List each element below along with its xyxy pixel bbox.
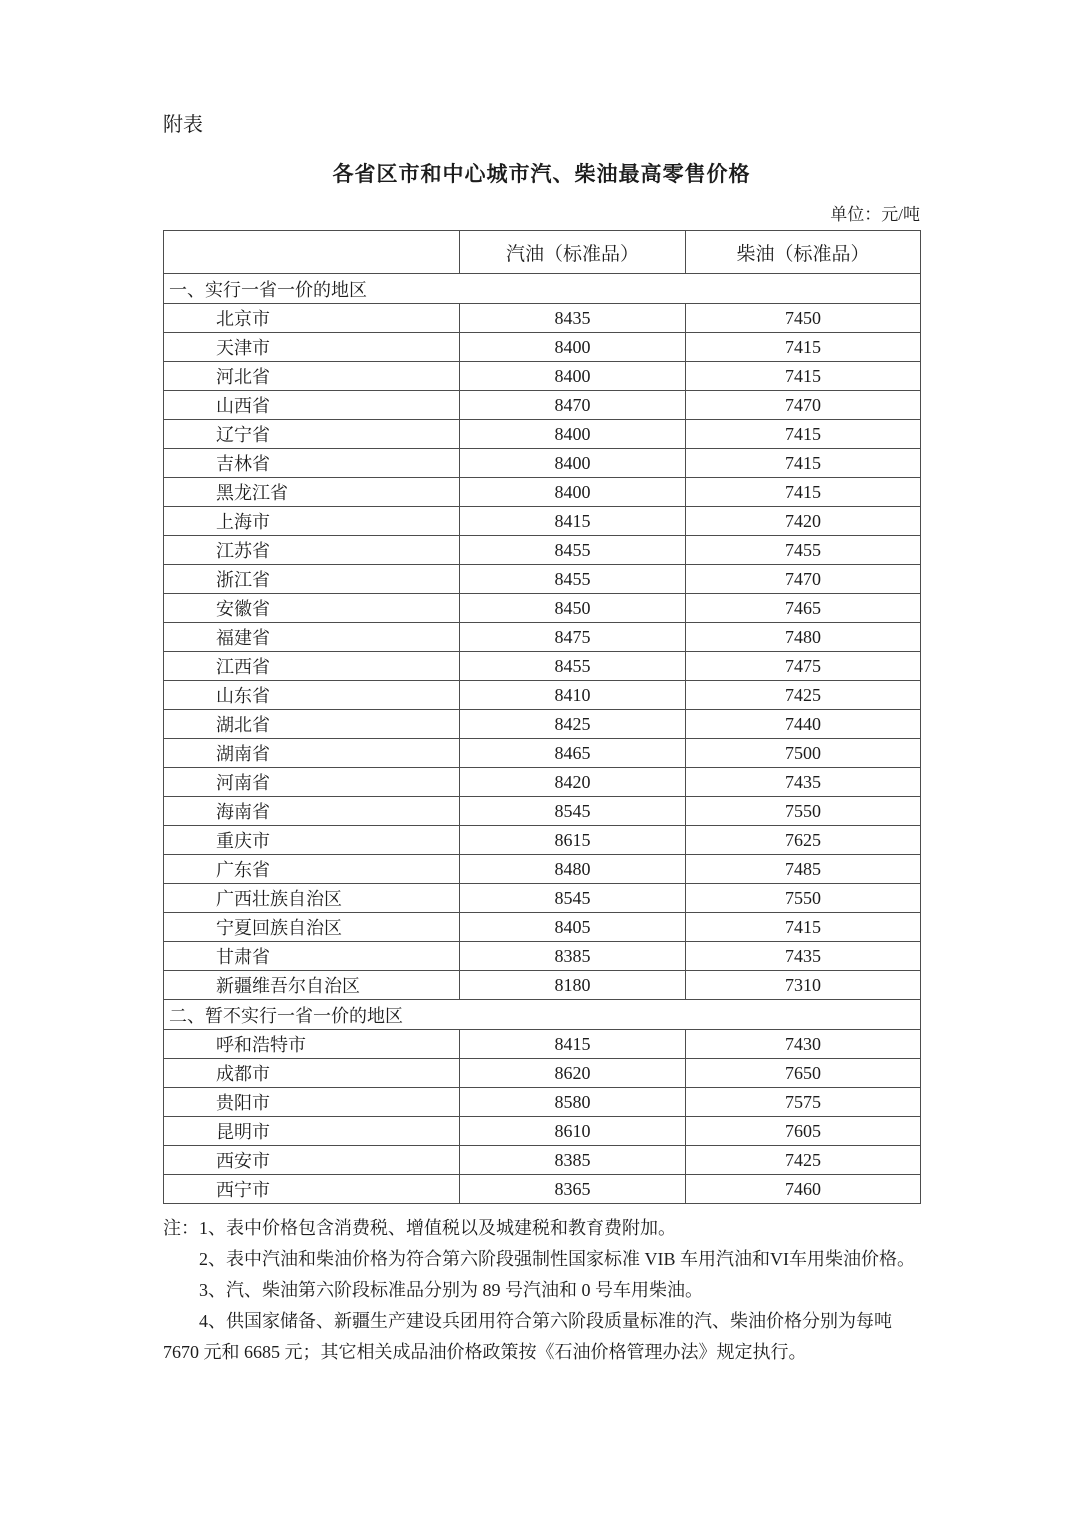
region-cell: 天津市 <box>164 333 460 362</box>
gasoline-price-cell: 8400 <box>460 333 686 362</box>
appendix-label: 附表 <box>163 114 203 136</box>
gasoline-price-cell: 8610 <box>460 1117 686 1146</box>
price-table <box>163 230 921 1204</box>
diesel-price-cell: 7450 <box>686 304 921 333</box>
region-cell: 河北省 <box>164 362 460 391</box>
price-row <box>164 739 921 768</box>
gasoline-price-cell: 8475 <box>460 623 686 652</box>
diesel-price-cell: 7430 <box>686 1030 921 1059</box>
section-header-row <box>164 1000 921 1030</box>
price-table-body <box>164 274 921 1204</box>
price-row <box>164 1059 921 1088</box>
price-row <box>164 884 921 913</box>
section-header-row <box>164 274 921 304</box>
diesel-price-cell: 7415 <box>686 449 921 478</box>
header-gasoline-cell: 汽油（标准品） <box>460 231 686 274</box>
gasoline-price-cell: 8365 <box>460 1175 686 1204</box>
notes-block <box>163 1213 920 1368</box>
region-cell: 湖南省 <box>164 739 460 768</box>
gasoline-price-cell: 8425 <box>460 710 686 739</box>
price-row <box>164 391 921 420</box>
diesel-price-cell: 7415 <box>686 913 921 942</box>
region-cell: 浙江省 <box>164 565 460 594</box>
diesel-price-cell: 7650 <box>686 1059 921 1088</box>
gasoline-price-cell: 8180 <box>460 971 686 1000</box>
price-row <box>164 1175 921 1204</box>
diesel-price-cell: 7500 <box>686 739 921 768</box>
region-cell: 西安市 <box>164 1146 460 1175</box>
price-row <box>164 652 921 681</box>
price-row <box>164 1146 921 1175</box>
gasoline-price-cell: 8415 <box>460 1030 686 1059</box>
gasoline-price-cell: 8400 <box>460 449 686 478</box>
region-cell: 江苏省 <box>164 536 460 565</box>
region-cell: 海南省 <box>164 797 460 826</box>
price-row <box>164 681 921 710</box>
price-row <box>164 913 921 942</box>
region-cell: 湖北省 <box>164 710 460 739</box>
note-line: 4、供国家储备、新疆生产建设兵团用符合第六阶段质量标准的汽、柴油价格分别为每吨 7670 元和 6685 元；其它相关成品油价格政策按《石油价格管理办法》规定执行。 <box>163 1311 892 1362</box>
diesel-price-cell: 7575 <box>686 1088 921 1117</box>
header-region-cell <box>164 231 460 274</box>
price-row <box>164 304 921 333</box>
gasoline-price-cell: 8400 <box>460 362 686 391</box>
price-row <box>164 855 921 884</box>
diesel-price-cell: 7470 <box>686 565 921 594</box>
unit-label: 单位：元/吨 <box>830 205 920 224</box>
gasoline-price-cell: 8480 <box>460 855 686 884</box>
region-cell: 吉林省 <box>164 449 460 478</box>
region-cell: 成都市 <box>164 1059 460 1088</box>
region-cell: 广东省 <box>164 855 460 884</box>
price-row <box>164 768 921 797</box>
gasoline-price-cell: 8450 <box>460 594 686 623</box>
gasoline-price-cell: 8615 <box>460 826 686 855</box>
diesel-price-cell: 7550 <box>686 797 921 826</box>
gasoline-price-cell: 8455 <box>460 536 686 565</box>
note-line: 3、汽、柴油第六阶段标准品分别为 89 号汽油和 0 号车用柴油。 <box>199 1280 703 1300</box>
region-cell: 山西省 <box>164 391 460 420</box>
price-row <box>164 420 921 449</box>
region-cell: 安徽省 <box>164 594 460 623</box>
gasoline-price-cell: 8620 <box>460 1059 686 1088</box>
diesel-price-cell: 7435 <box>686 768 921 797</box>
diesel-price-cell: 7605 <box>686 1117 921 1146</box>
region-cell: 福建省 <box>164 623 460 652</box>
gasoline-price-cell: 8385 <box>460 1146 686 1175</box>
region-cell: 黑龙江省 <box>164 478 460 507</box>
region-cell: 新疆维吾尔自治区 <box>164 971 460 1000</box>
gasoline-price-cell: 8385 <box>460 942 686 971</box>
section-header-cell: 二、暂不实行一省一价的地区 <box>164 1000 921 1030</box>
price-row <box>164 594 921 623</box>
diesel-price-cell: 7460 <box>686 1175 921 1204</box>
region-cell: 山东省 <box>164 681 460 710</box>
price-row <box>164 1088 921 1117</box>
gasoline-price-cell: 8410 <box>460 681 686 710</box>
diesel-price-cell: 7415 <box>686 362 921 391</box>
diesel-price-cell: 7425 <box>686 681 921 710</box>
gasoline-price-cell: 8415 <box>460 507 686 536</box>
gasoline-price-cell: 8455 <box>460 652 686 681</box>
price-table-header <box>164 231 921 274</box>
gasoline-price-cell: 8545 <box>460 797 686 826</box>
gasoline-price-cell: 8465 <box>460 739 686 768</box>
gasoline-price-cell: 8435 <box>460 304 686 333</box>
diesel-price-cell: 7415 <box>686 333 921 362</box>
region-cell: 上海市 <box>164 507 460 536</box>
region-cell: 河南省 <box>164 768 460 797</box>
region-cell: 昆明市 <box>164 1117 460 1146</box>
price-row <box>164 710 921 739</box>
page-title: 各省区市和中心城市汽、柴油最高零售价格 <box>332 163 751 186</box>
gasoline-price-cell: 8400 <box>460 478 686 507</box>
region-cell: 重庆市 <box>164 826 460 855</box>
price-row <box>164 565 921 594</box>
document-page <box>163 112 920 1368</box>
gasoline-price-cell: 8545 <box>460 884 686 913</box>
price-row <box>164 971 921 1000</box>
price-row <box>164 623 921 652</box>
diesel-price-cell: 7480 <box>686 623 921 652</box>
gasoline-price-cell: 8580 <box>460 1088 686 1117</box>
region-cell: 北京市 <box>164 304 460 333</box>
region-cell: 西宁市 <box>164 1175 460 1204</box>
diesel-price-cell: 7435 <box>686 942 921 971</box>
diesel-price-cell: 7425 <box>686 1146 921 1175</box>
gasoline-price-cell: 8455 <box>460 565 686 594</box>
diesel-price-cell: 7420 <box>686 507 921 536</box>
price-row <box>164 1030 921 1059</box>
gasoline-price-cell: 8400 <box>460 420 686 449</box>
region-cell: 广西壮族自治区 <box>164 884 460 913</box>
gasoline-price-cell: 8405 <box>460 913 686 942</box>
diesel-price-cell: 7470 <box>686 391 921 420</box>
price-row <box>164 449 921 478</box>
region-cell: 呼和浩特市 <box>164 1030 460 1059</box>
diesel-price-cell: 7550 <box>686 884 921 913</box>
diesel-price-cell: 7475 <box>686 652 921 681</box>
diesel-price-cell: 7310 <box>686 971 921 1000</box>
price-row <box>164 478 921 507</box>
gasoline-price-cell: 8470 <box>460 391 686 420</box>
price-row <box>164 797 921 826</box>
price-row <box>164 333 921 362</box>
price-row <box>164 826 921 855</box>
diesel-price-cell: 7415 <box>686 478 921 507</box>
region-cell: 贵阳市 <box>164 1088 460 1117</box>
section-header-cell: 一、实行一省一价的地区 <box>164 274 921 304</box>
note-line: 注：1、表中价格包含消费税、增值税以及城建税和教育费附加。 <box>163 1218 676 1238</box>
price-row <box>164 362 921 391</box>
region-cell: 辽宁省 <box>164 420 460 449</box>
price-row <box>164 1117 921 1146</box>
diesel-price-cell: 7415 <box>686 420 921 449</box>
header-row <box>164 231 921 274</box>
diesel-price-cell: 7440 <box>686 710 921 739</box>
diesel-price-cell: 7455 <box>686 536 921 565</box>
region-cell: 宁夏回族自治区 <box>164 913 460 942</box>
region-cell: 甘肃省 <box>164 942 460 971</box>
gasoline-price-cell: 8420 <box>460 768 686 797</box>
diesel-price-cell: 7465 <box>686 594 921 623</box>
diesel-price-cell: 7485 <box>686 855 921 884</box>
region-cell: 江西省 <box>164 652 460 681</box>
price-row <box>164 942 921 971</box>
header-diesel-cell: 柴油（标准品） <box>686 231 921 274</box>
diesel-price-cell: 7625 <box>686 826 921 855</box>
note-line: 2、表中汽油和柴油价格为符合第六阶段强制性国家标准 VIB 车用汽油和VI车用柴油价格。 <box>199 1249 915 1269</box>
price-row <box>164 536 921 565</box>
price-row <box>164 507 921 536</box>
